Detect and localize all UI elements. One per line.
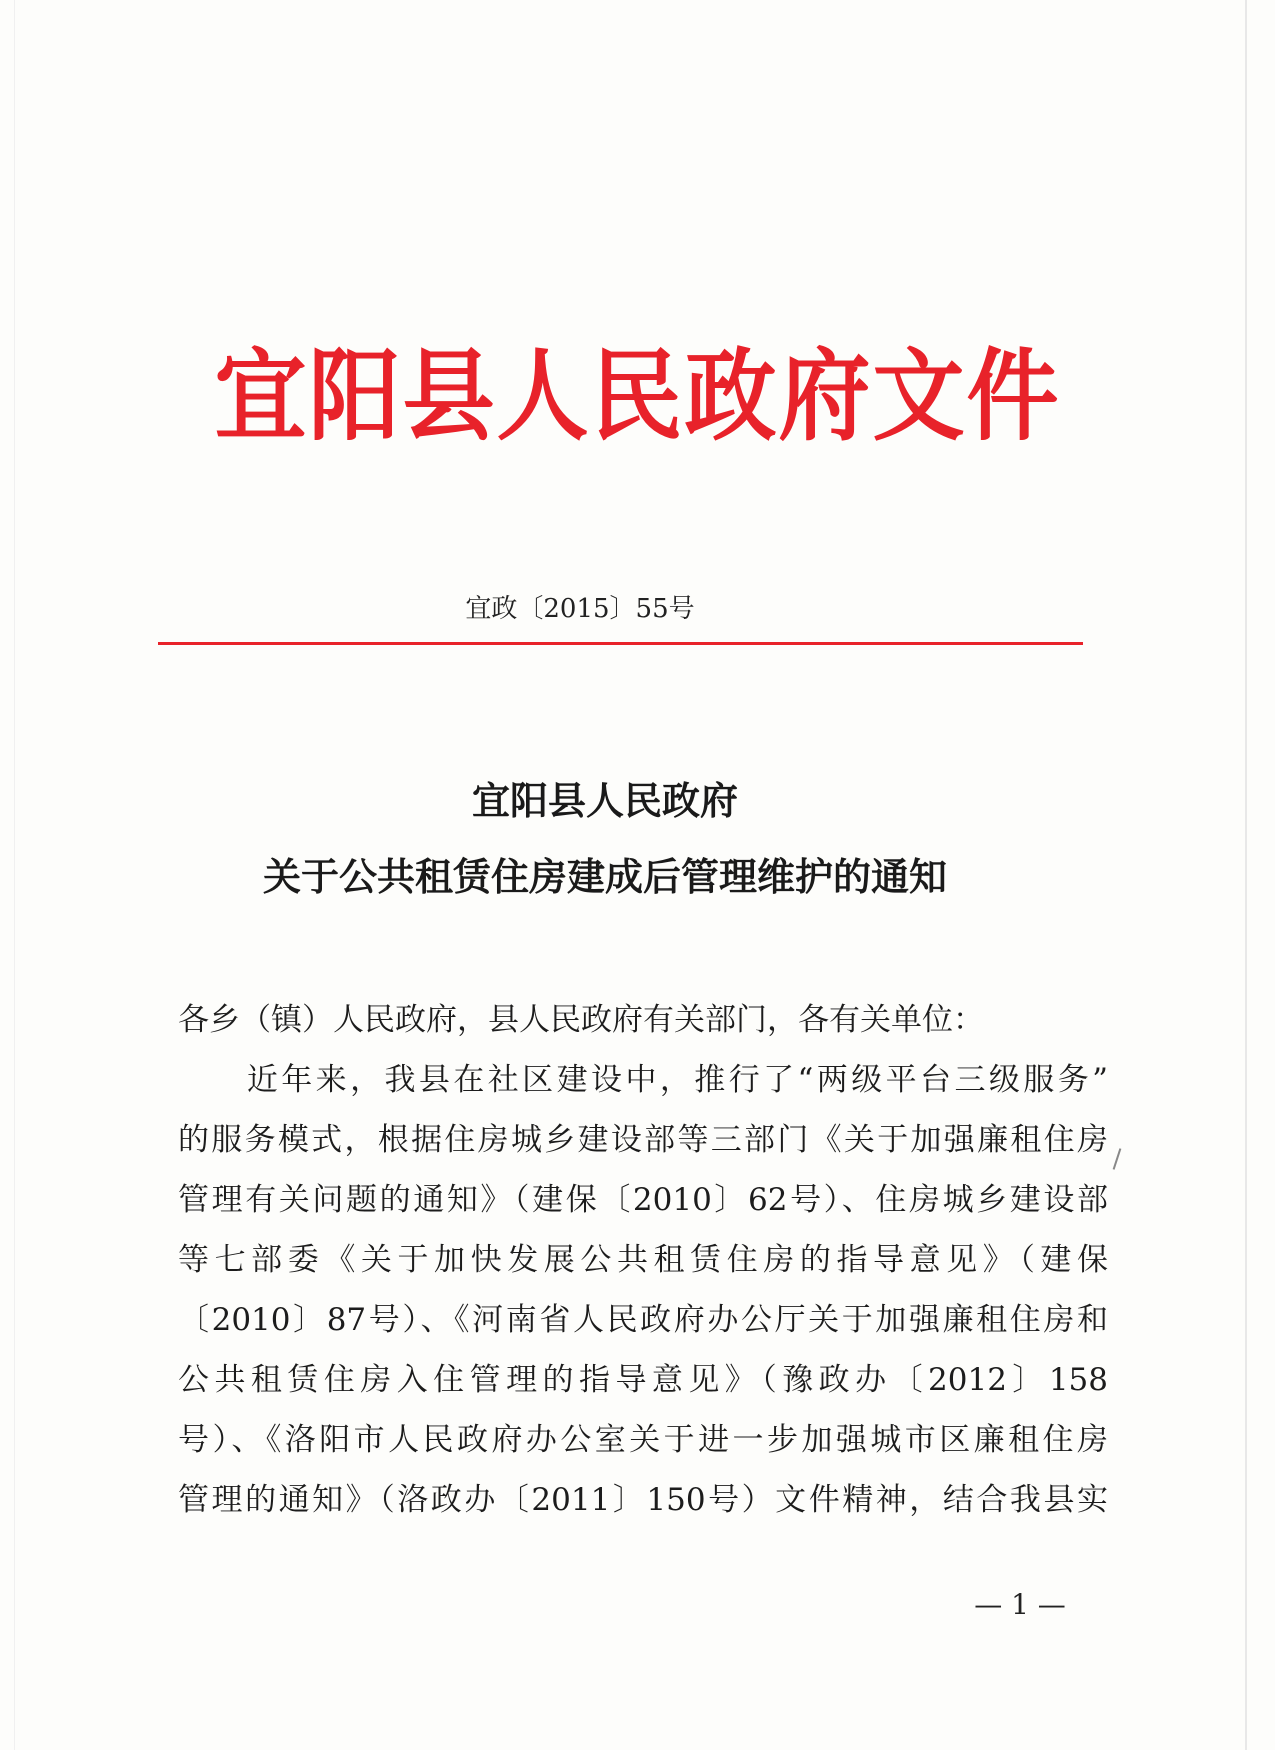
body-line: 的服务模式，根据住房城乡建设部等三部门《关于加强廉租住房: [178, 1122, 1108, 1158]
body-line: 管理有关问题的通知》（建保〔2010〕62号）、住房城乡建设部: [178, 1182, 1108, 1218]
salutation: 各乡（镇）人民政府，县人民政府有关部门，各有关单位：: [178, 1002, 984, 1038]
body-line: 等七部委《关于加快发展公共租赁住房的指导意见》（建保: [178, 1242, 1108, 1278]
body-line: 号）、《洛阳市人民政府办公室关于进一步加强城市区廉租住房: [178, 1422, 1108, 1458]
body-line: 近年来，我县在社区建设中，推行了“两级平台三级服务”: [178, 1062, 1108, 1098]
red-divider-line: [158, 642, 1083, 645]
notice-title-subject: 关于公共租赁住房建成后管理维护的通知: [262, 854, 947, 899]
scan-edge-right: [1245, 0, 1247, 1750]
pencil-mark: [1113, 1148, 1122, 1170]
body-line: 公共租赁住房入住管理的指导意见》（豫政办〔2012〕158: [178, 1362, 1108, 1398]
body-line: 〔2010〕87号）、《河南省人民政府办公厅关于加强廉租住房和: [178, 1302, 1108, 1338]
notice-title-issuer: 宜阳县人民政府: [471, 778, 738, 823]
document-number: 宜政〔2015〕55号: [465, 594, 695, 624]
masthead-title: 宜阳县人民政府文件: [214, 337, 1061, 455]
notice-body: [178, 990, 1108, 1530]
page-number: — 1 —: [974, 1588, 1066, 1621]
body-line: 管理的通知》（洛政办〔2011〕150号）文件精神，结合我县实: [178, 1482, 1108, 1518]
